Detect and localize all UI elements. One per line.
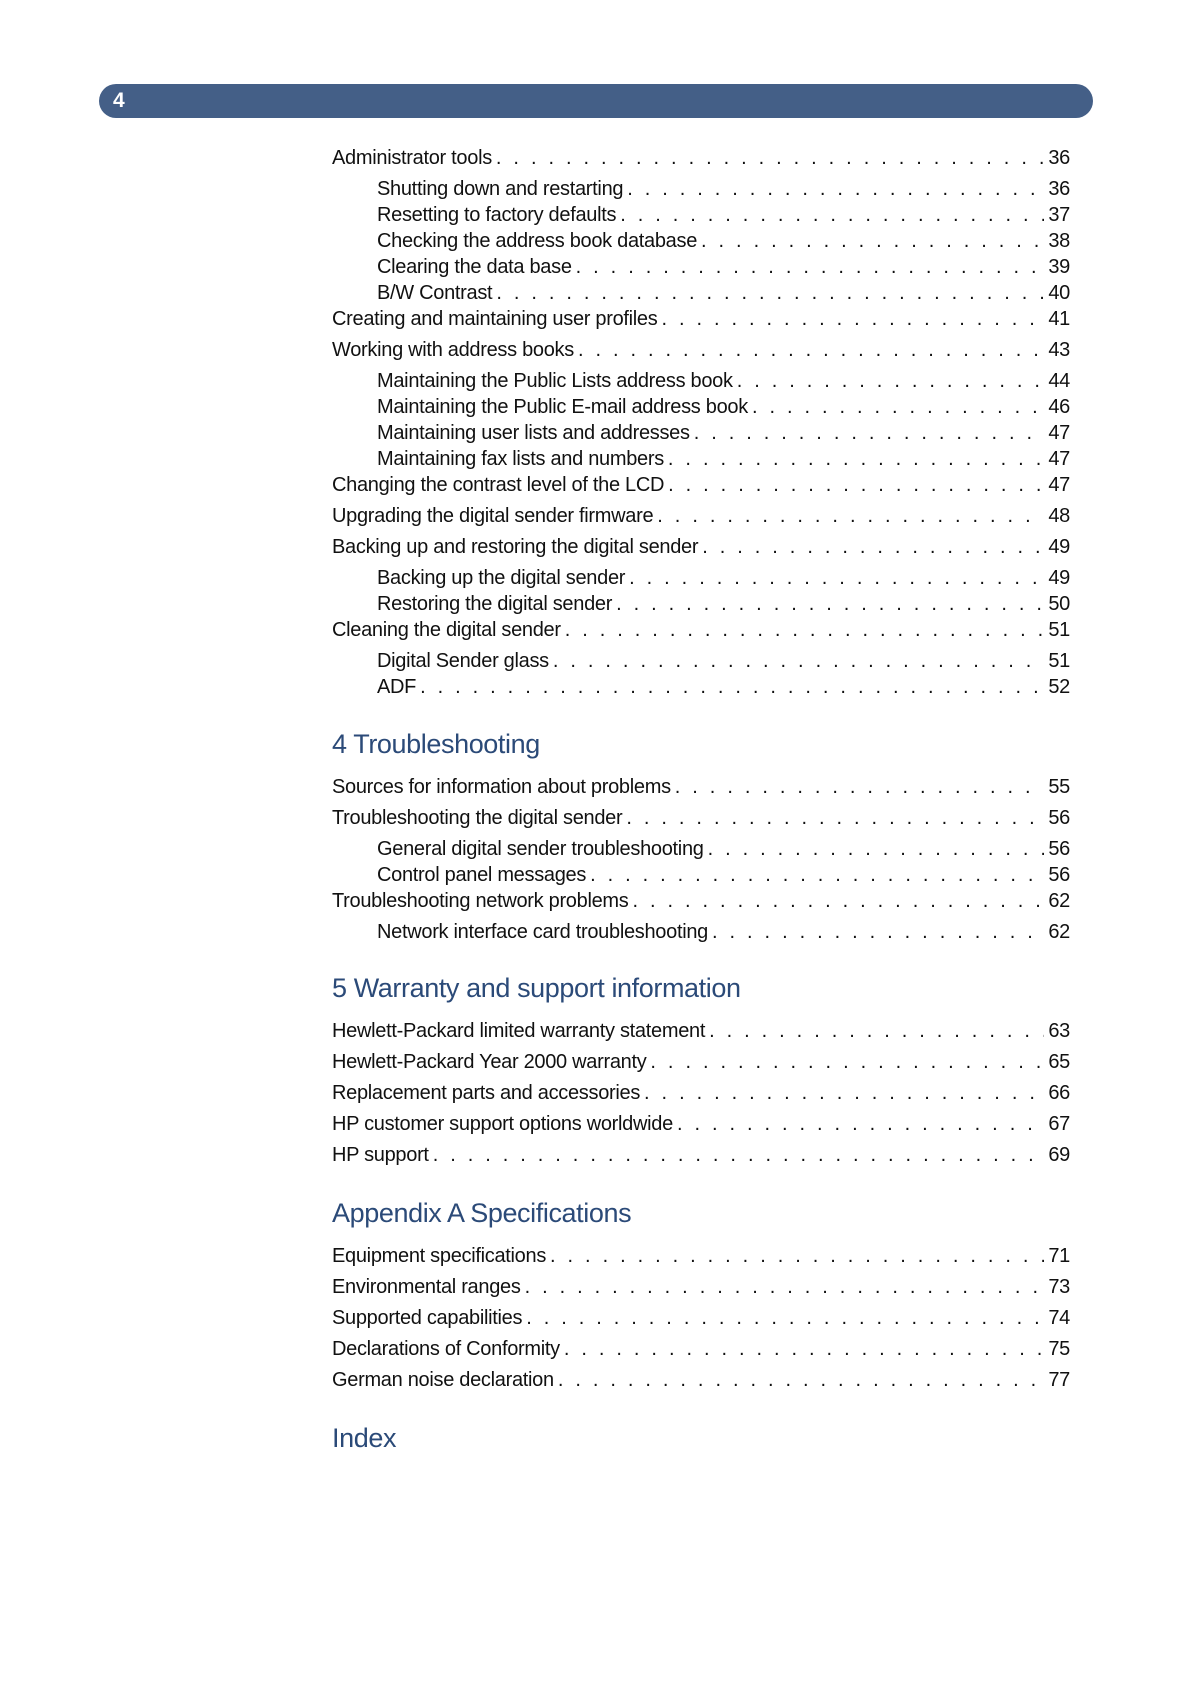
toc-entry-page: 47 (1048, 474, 1070, 496)
leader-dots (657, 503, 1044, 529)
toc-entry[interactable] (332, 1049, 1070, 1075)
toc-entry[interactable] (332, 617, 1070, 643)
leader-dots (709, 1018, 1044, 1044)
toc-entry-page: 67 (1048, 1113, 1070, 1135)
toc-entry-label: Resetting to factory defaults (377, 204, 617, 226)
toc-entry-page: 48 (1048, 505, 1070, 527)
toc-entry-page: 43 (1048, 339, 1070, 361)
toc-entry-page: 41 (1048, 308, 1070, 330)
toc-entry-page: 52 (1048, 676, 1070, 698)
toc-entry-label: Clearing the data base (377, 256, 572, 278)
leader-dots (420, 674, 1044, 700)
leader-dots (626, 805, 1044, 831)
leader-dots (578, 337, 1044, 363)
leader-dots (496, 280, 1044, 306)
toc-subentry[interactable] (332, 394, 1070, 420)
toc-entry-label: Sources for information about problems (332, 776, 671, 798)
toc-entry[interactable] (332, 1142, 1070, 1168)
toc-entry-page: 56 (1048, 864, 1070, 886)
toc-entry-label: Restoring the digital sender (377, 593, 613, 615)
table-of-contents (332, 145, 1070, 1455)
toc-entry-page: 49 (1048, 567, 1070, 589)
toc-entry[interactable] (332, 337, 1070, 363)
toc-entry-page: 66 (1048, 1082, 1070, 1104)
toc-entry-label: Digital Sender glass (377, 650, 549, 672)
toc-entry-label: Maintaining the Public E-mail address book (377, 396, 748, 418)
toc-entry-label: Replacement parts and accessories (332, 1082, 641, 1104)
leader-dots (564, 1336, 1044, 1362)
toc-entry-page: 51 (1048, 650, 1070, 672)
toc-entry-label: Maintaining user lists and addresses (377, 422, 690, 444)
leader-dots (525, 1274, 1045, 1300)
toc-entry-page: 65 (1048, 1051, 1070, 1073)
toc-subentry[interactable] (332, 176, 1070, 202)
toc-entry-label: HP customer support options worldwide (332, 1113, 673, 1135)
toc-entry-page: 46 (1048, 396, 1070, 418)
toc-subentry[interactable] (332, 254, 1070, 280)
leader-dots (565, 617, 1045, 643)
toc-entry[interactable] (332, 1305, 1070, 1331)
leader-dots (627, 176, 1044, 202)
leader-dots (558, 1367, 1045, 1393)
leader-dots (550, 1243, 1044, 1269)
toc-entry-page: 50 (1048, 593, 1070, 615)
toc-entry[interactable] (332, 1080, 1070, 1106)
toc-entry-page: 56 (1048, 807, 1070, 829)
toc-entry[interactable] (332, 1243, 1070, 1269)
toc-entry-page: 37 (1048, 204, 1070, 226)
toc-entry-page: 44 (1048, 370, 1070, 392)
toc-subentry[interactable] (332, 446, 1070, 472)
toc-entry-label: Troubleshooting the digital sender (332, 807, 623, 829)
leader-dots (616, 591, 1044, 617)
toc-entry-page: 71 (1048, 1245, 1070, 1267)
toc-entry-label: Cleaning the digital sender (332, 619, 561, 641)
toc-entry-page: 51 (1048, 619, 1070, 641)
toc-entry-label: German noise declaration (332, 1369, 554, 1391)
toc-entry[interactable] (332, 145, 1070, 171)
toc-entry[interactable] (332, 774, 1070, 800)
toc-entry-page: 55 (1048, 776, 1070, 798)
leader-dots (433, 1142, 1045, 1168)
toc-entry-page: 40 (1048, 282, 1070, 304)
toc-subentry[interactable] (332, 202, 1070, 228)
toc-entry-label: Working with address books (332, 339, 574, 361)
section-heading-warranty[interactable]: 5 Warranty and support information (332, 973, 741, 1003)
toc-entry-page: 36 (1048, 178, 1070, 200)
toc-entry-label: Environmental ranges (332, 1276, 521, 1298)
toc-entry[interactable] (332, 1367, 1070, 1393)
toc-entry-label: Backing up the digital sender (377, 567, 626, 589)
toc-entry-label: Shutting down and restarting (377, 178, 624, 200)
toc-entry-page: 56 (1048, 838, 1070, 860)
toc-entry-label: Hewlett-Packard limited warranty statement (332, 1020, 706, 1042)
leader-dots (668, 446, 1044, 472)
leader-dots (668, 472, 1044, 498)
toc-entry-label: Backing up and restoring the digital sender (332, 536, 699, 558)
toc-entry-page: 75 (1048, 1338, 1070, 1360)
section-heading-specifications[interactable]: Appendix A Specifications (332, 1198, 632, 1228)
leader-dots (650, 1049, 1044, 1075)
toc-entry[interactable] (332, 805, 1070, 831)
toc-subentry[interactable] (332, 420, 1070, 446)
toc-entry-page: 38 (1048, 230, 1070, 252)
toc-entry[interactable] (332, 472, 1070, 498)
toc-entry-label: Supported capabilities (332, 1307, 523, 1329)
toc-subentry[interactable] (332, 280, 1070, 306)
toc-entry[interactable] (332, 1018, 1070, 1044)
leader-dots (708, 836, 1045, 862)
toc-entry-page: 47 (1048, 422, 1070, 444)
toc-entry-page: 77 (1048, 1369, 1070, 1391)
header-bar (99, 84, 1093, 118)
toc-entry-page: 49 (1048, 536, 1070, 558)
leader-dots (675, 774, 1045, 800)
toc-entry-label: HP support (332, 1144, 429, 1166)
toc-subentry[interactable] (332, 368, 1070, 394)
toc-subentry[interactable] (332, 919, 1070, 945)
leader-dots (553, 648, 1044, 674)
toc-subentry[interactable] (332, 565, 1070, 591)
leader-dots (702, 534, 1044, 560)
toc-entry-label: Troubleshooting network problems (332, 890, 629, 912)
toc-entry-label: Equipment specifications (332, 1245, 547, 1267)
toc-entry-label: Maintaining the Public Lists address book (377, 370, 733, 392)
toc-entry[interactable] (332, 888, 1070, 914)
toc-entry[interactable] (332, 534, 1070, 560)
toc-subentry[interactable] (332, 674, 1070, 700)
leader-dots (590, 862, 1044, 888)
toc-entry-page: 73 (1048, 1276, 1070, 1298)
toc-entry-label: Network interface card troubleshooting (377, 921, 709, 943)
leader-dots (496, 145, 1044, 171)
toc-entry-label: Upgrading the digital sender firmware (332, 505, 654, 527)
toc-entry-label: General digital sender troubleshooting (377, 838, 704, 860)
toc-entry-label: Hewlett-Packard Year 2000 warranty (332, 1051, 647, 1073)
toc-entry[interactable] (332, 1274, 1070, 1300)
leader-dots (632, 888, 1044, 914)
toc-entry-page: 62 (1048, 890, 1070, 912)
toc-entry[interactable] (332, 1336, 1070, 1362)
leader-dots (737, 368, 1045, 394)
toc-entry-label: Administrator tools (332, 147, 492, 169)
page-number: 4 (113, 89, 125, 112)
toc-subentry[interactable] (332, 591, 1070, 617)
leader-dots (576, 254, 1045, 280)
toc-subentry[interactable] (332, 836, 1070, 862)
toc-subentry[interactable] (332, 862, 1070, 888)
leader-dots (677, 1111, 1044, 1137)
toc-entry-label: Maintaining fax lists and numbers (377, 448, 664, 470)
leader-dots (752, 394, 1044, 420)
toc-entry-page: 39 (1048, 256, 1070, 278)
toc-entry-page: 74 (1048, 1307, 1070, 1329)
toc-entry-label: Control panel messages (377, 864, 587, 886)
toc-entry-label: Creating and maintaining user profiles (332, 308, 658, 330)
toc-entry-label: ADF (377, 676, 417, 698)
toc-entry[interactable] (332, 503, 1070, 529)
leader-dots (629, 565, 1044, 591)
toc-entry-label: Changing the contrast level of the LCD (332, 474, 665, 496)
toc-entry-label: Declarations of Conformity (332, 1338, 560, 1360)
toc-entry-page: 63 (1048, 1020, 1070, 1042)
leader-dots (661, 306, 1044, 332)
toc-entry[interactable] (332, 306, 1070, 332)
leader-dots (526, 1305, 1044, 1331)
leader-dots (620, 202, 1044, 228)
toc-subentry[interactable] (332, 228, 1070, 254)
leader-dots (644, 1080, 1044, 1106)
toc-entry-label: Checking the address book database (377, 230, 698, 252)
toc-entry-page: 47 (1048, 448, 1070, 470)
section-heading-index[interactable]: Index (332, 1423, 397, 1453)
toc-subentry[interactable] (332, 648, 1070, 674)
leader-dots (694, 420, 1045, 446)
section-heading-troubleshooting[interactable]: 4 Troubleshooting (332, 729, 540, 759)
toc-entry[interactable] (332, 1111, 1070, 1137)
toc-entry-label: B/W Contrast (377, 282, 493, 304)
toc-entry-page: 62 (1048, 921, 1070, 943)
leader-dots (701, 228, 1044, 254)
toc-entry-page: 69 (1048, 1144, 1070, 1166)
toc-entry-page: 36 (1048, 147, 1070, 169)
leader-dots (712, 919, 1044, 945)
